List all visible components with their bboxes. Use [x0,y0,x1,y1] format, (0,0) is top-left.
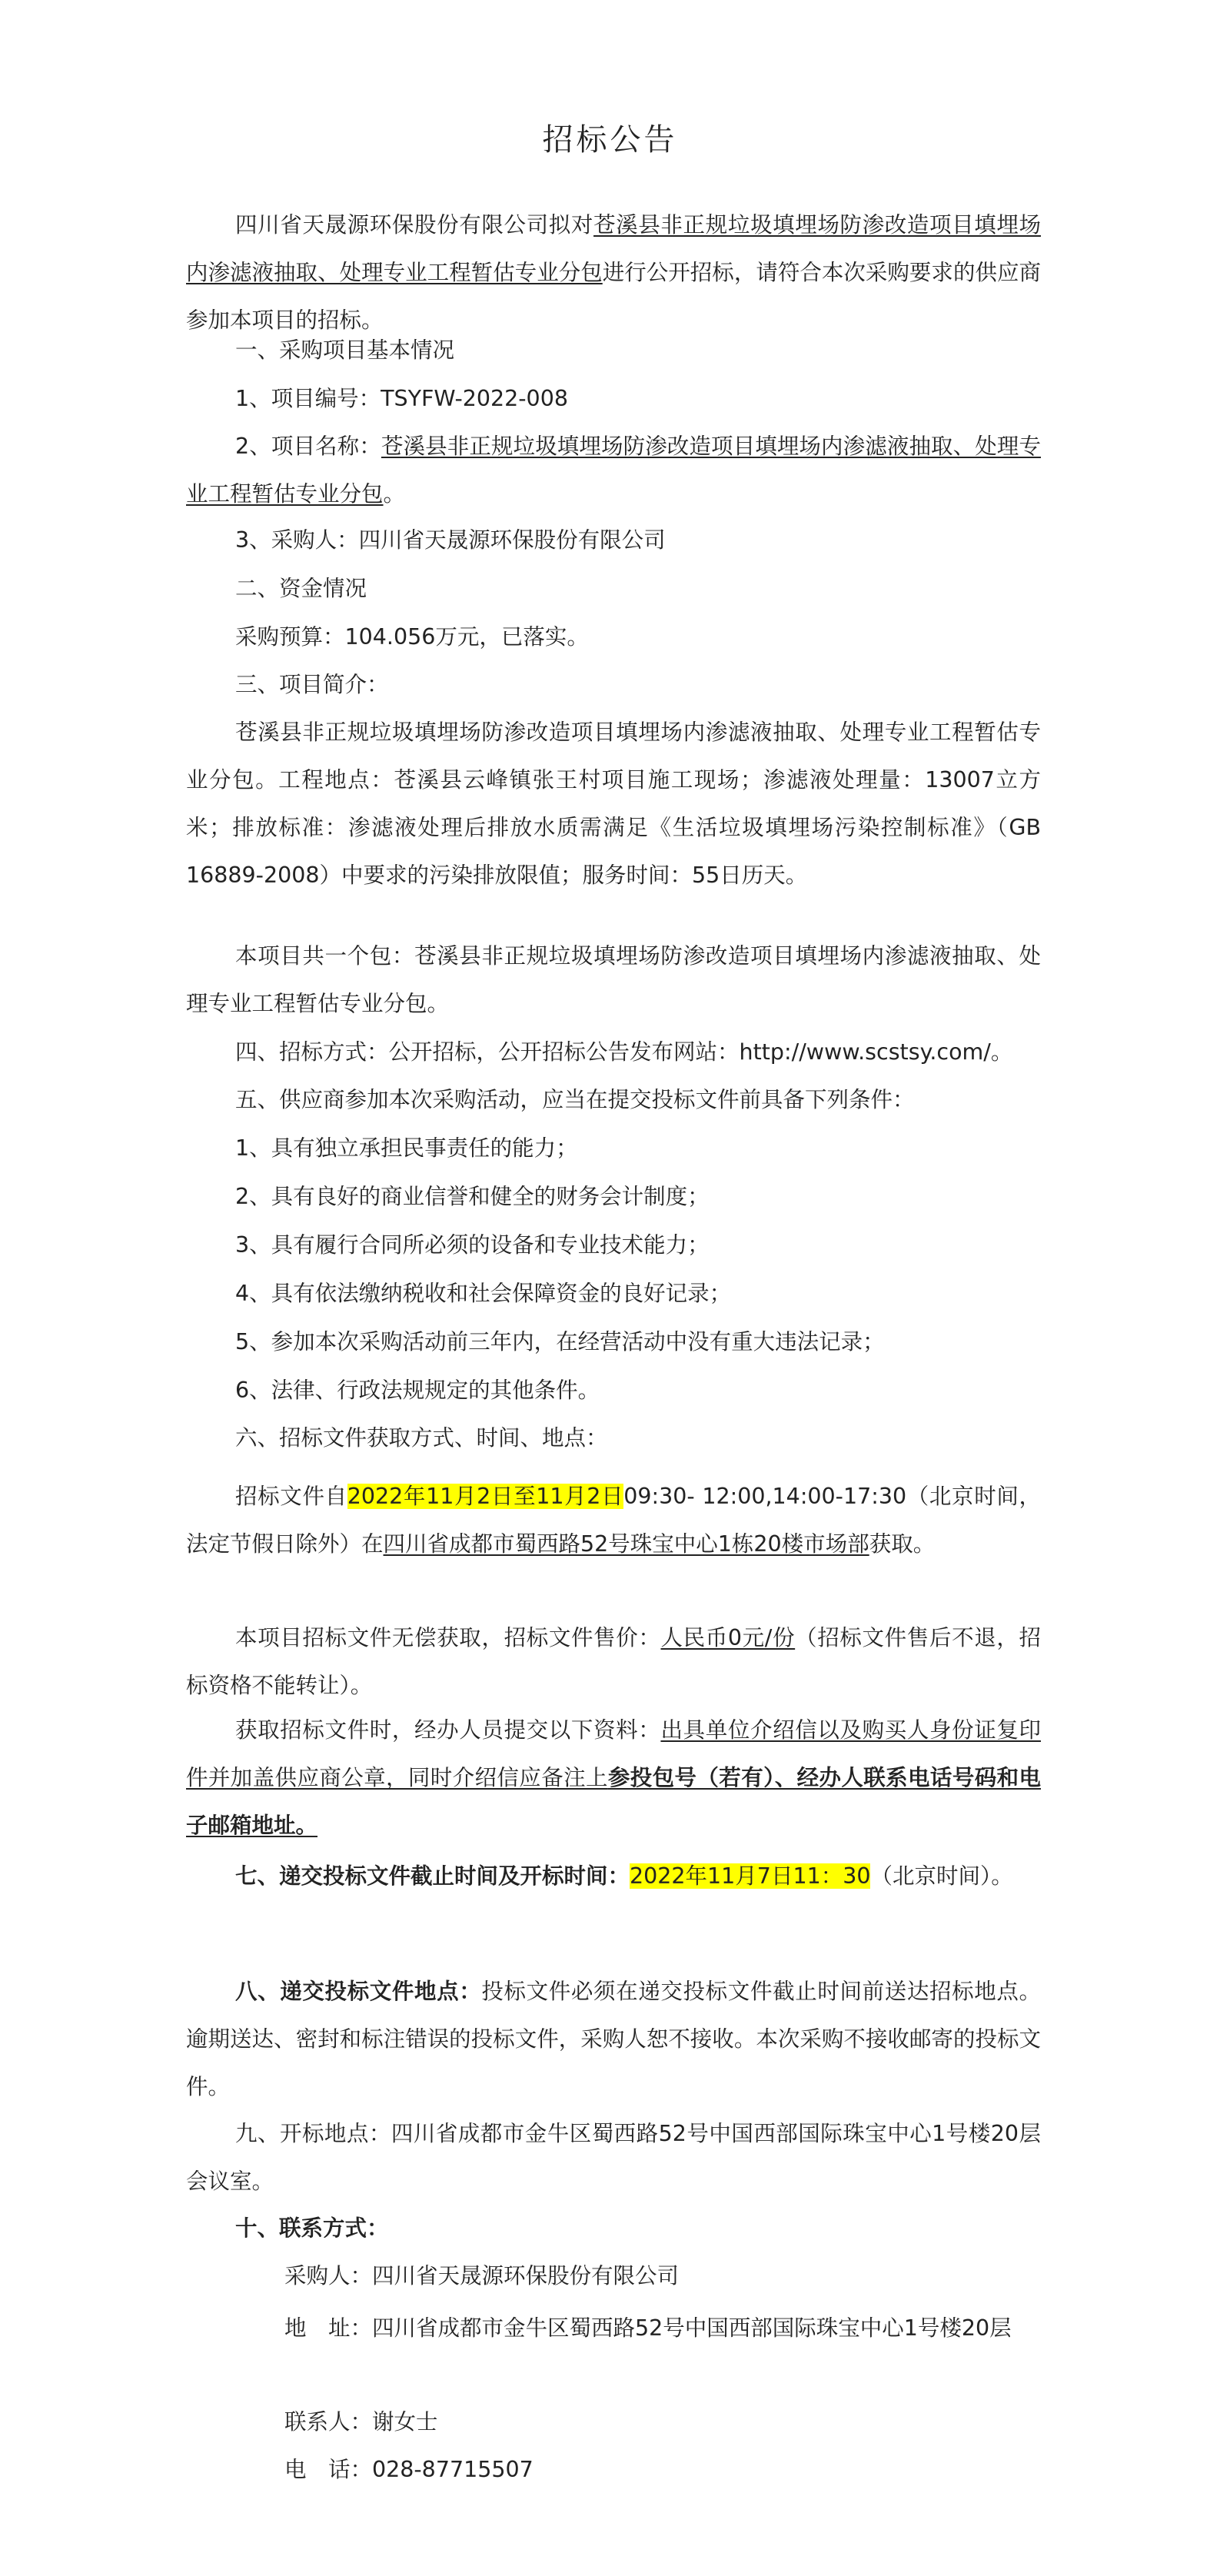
s5-condition-5: 5、参加本次采购活动前三年内，在经营活动中没有重大违法记录； [235,1329,885,1354]
s6-p3-bold: 参投包号（若有）、经办人联系电话号码和电子邮箱地址。 [186,1765,1041,1838]
s6-p2-post: （招标文件售后不退，招标资格不能转让）。 [186,1625,1041,1698]
s6-heading: 六、招标文件获取方式、时间、地点： [235,1425,608,1451]
s9-text: 九、开标地点：四川省成都市金牛区蜀西路52号中国西部国际珠宝中心1号楼20层会议室。 [186,2121,1041,2194]
s1-item2 [186,423,1041,518]
intro-pre: 四川省天晟源环保股份有限公司拟对 [235,212,594,238]
s1-heading: 一、采购项目基本情况 [235,337,455,363]
s5-heading: 五、供应商参加本次采购活动，应当在提交投标文件前具备下列条件： [235,1087,915,1112]
s3-desc: 苍溪县非正规垃圾填埋场防渗改造项目填埋场内渗滤液抽取、处理专业工程暂估专业分包。工程地点：苍溪县云峰镇张王村项目施工现场；渗滤液处理量：13007立方米；排放标准：渗滤液处理后排放水质需满足《生活垃圾填埋场污染控制标准》（GB 16889-2008）中要求的污染排放限值；服务时间：55日历天。 [186,720,1041,888]
s8-label: 八、递交投标文件地点： [235,1979,482,2004]
s6-p3-underlined: 出具单位介绍信以及购买人身份证复印件并加盖供应商公章，同时介绍信应备注上 [186,1717,1041,1790]
s1-item3: 3、采购人：四川省天晟源环保股份有限公司 [235,527,666,553]
page-title: 招标公告 [542,122,678,158]
s1-item2-end: 。 [383,481,406,507]
contact-buyer: 采购人：四川省天晟源环保股份有限公司 [284,2263,680,2288]
s1-item1: 1、项目编号：TSYFW-2022-008 [235,386,568,411]
s5-condition-2: 2、具有良好的商业信誉和健全的财务会计制度； [235,1184,710,1209]
s6-p1-pre: 招标文件自 [235,1484,347,1509]
s6-paragraph-3 [186,1707,1041,1850]
s6-p1-place: 四川省成都市蜀西路52号珠宝中心1栋20楼市场部 [383,1531,869,1557]
contact-person: 联系人：谢女士 [284,2409,438,2435]
contact-address: 地 址：四川省成都市金牛区蜀西路52号中国西部国际珠宝中心1号楼20层 [284,2315,1012,2341]
s6-paragraph-2 [186,1614,1041,1710]
s6-p2-pre: 本项目招标文件无偿获取，招标文件售价： [235,1625,661,1650]
intro-post: 进行公开招标，请符合本次采购要求的供应商参加本项目的招标。 [186,260,1041,333]
s1-item2-label: 2、项目名称： [235,434,381,459]
s6-p3-pre: 获取招标文件时，经办人员提交以下资料： [235,1717,661,1743]
intro-paragraph [186,201,1041,344]
s6-p1-mid: 09:30- 12:00,14:00-17:30（北京时间，法定节假日除外）在 [186,1484,1041,1557]
s3-heading: 三、项目简介： [235,672,389,697]
s1-item2-value: 苍溪县非正规垃圾填埋场防渗改造项目填埋场内渗滤液抽取、处理专业工程暂估专业分包 [186,434,1041,507]
s7-post: （北京时间）。 [870,1863,1013,1889]
s8-text: 投标文件必须在递交投标文件截止时间前送达招标地点。逾期送达、密封和标注错误的投标文件，采购人恕不接收。本次采购不接收邮寄的投标文件。 [186,1979,1041,2099]
s6-p1-end: 获取。 [869,1531,936,1557]
s7-label: 七、递交投标文件截止时间及开标时间： [235,1863,630,1889]
s5-condition-1: 1、具有独立承担民事责任的能力； [235,1135,578,1161]
s4-text: 四、招标方式：公开招标，公开招标公告发布网站：http://www.scstsy.com/。 [235,1039,1013,1065]
s6-p2-price: 人民币0元/份 [660,1625,796,1650]
s2-budget: 采购预算：104.056万元，已落实。 [235,624,589,650]
contact-phone: 电 话：028-87715507 [284,2457,534,2482]
s5-condition-6: 6、法律、行政法规规定的其他条件。 [235,1378,600,1403]
s8-paragraph [186,1968,1041,2111]
s2-heading: 二、资金情况 [235,576,367,601]
intro-project: 苍溪县非正规垃圾填埋场防渗改造项目填埋场内渗滤液抽取、处理专业工程暂估专业分包 [186,212,1041,285]
s6-p1-date: 2022年11月2日至11月2日 [347,1484,624,1509]
s7-time: 2022年11月7日11：30 [630,1863,871,1889]
s6-paragraph-1 [186,1473,1041,1568]
s3-package: 本项目共一个包：苍溪县非正规垃圾填埋场防渗改造项目填埋场内渗滤液抽取、处理专业工程暂估专业分包。 [186,943,1041,1016]
s10-heading: 十、联系方式： [235,2215,389,2241]
s5-condition-4: 4、具有依法缴纳税收和社会保障资金的良好记录； [235,1281,732,1306]
s7-paragraph [186,1853,1041,1900]
s5-condition-3: 3、具有履行合同所必须的设备和专业技术能力； [235,1232,710,1258]
